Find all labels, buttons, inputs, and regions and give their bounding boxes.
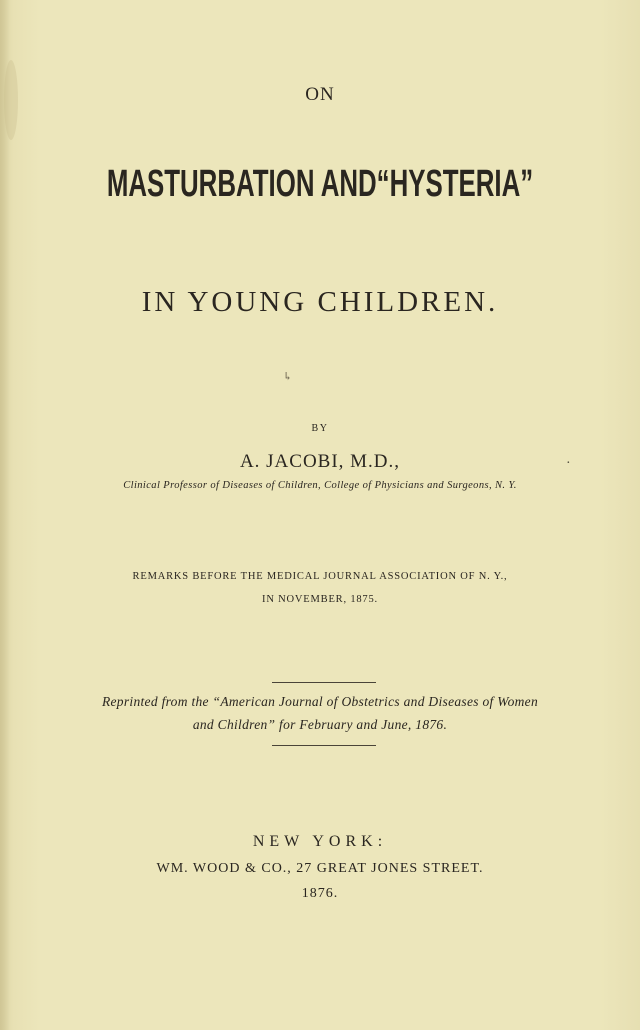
ink-mark: ↳ <box>283 371 293 383</box>
remarks-line-2: IN NOVEMBER, 1875. <box>262 594 378 605</box>
divider-bottom <box>272 745 376 746</box>
imprint-publisher: WM. WOOD & CO., 27 GREAT JONES STREET. <box>156 861 484 876</box>
remarks-line-1: REMARKS BEFORE THE MEDICAL JOURNAL ASSOCIATION OF N. Y., <box>132 571 508 582</box>
imprint-place: NEW YORK: <box>252 833 388 850</box>
reprint-note-line-1: Reprinted from the “American Journal of Obstetrics and Diseases of Women <box>101 694 539 709</box>
ink-dot: · <box>566 456 571 471</box>
title-preposition: ON <box>305 84 335 105</box>
reprint-note-line-2: and Children” for February and June, 1876. <box>192 717 448 732</box>
subtitle: IN YOUNG CHILDREN. <box>141 286 499 318</box>
imprint-year: 1876. <box>301 886 339 901</box>
divider-top <box>272 682 376 683</box>
author-affiliation: Clinical Professor of Diseases of Children, College of Physicians and Surgeons, N. Y. <box>123 480 517 491</box>
main-title: MASTURBATION AND“HYSTERIA” <box>106 163 534 205</box>
byline-label: BY <box>311 423 329 434</box>
author-name: A. JACOBI, M.D., <box>239 451 401 472</box>
